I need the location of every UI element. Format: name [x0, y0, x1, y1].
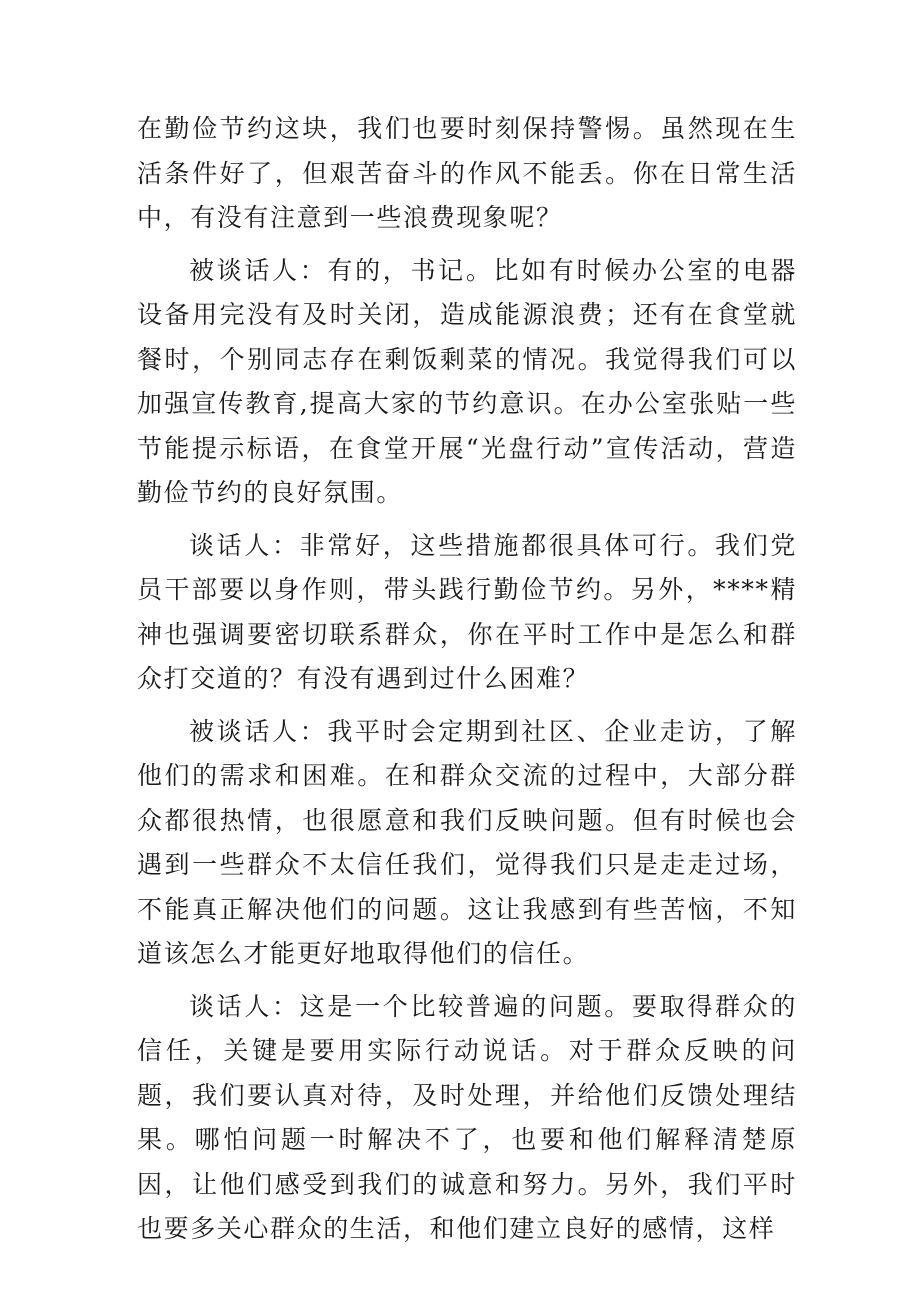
- paragraph-interviewer-response-3: 谈话人：这是一个比较普遍的问题。要取得群众的信任，关键是要用实际行动说话。对于群众反映的问题，我们要认真对待，及时处理，并给他们反馈处理结果。哪怕问题一时解决不了，也要和他们解释清楚原因，让他们感受到我们的诚意和努力。另外，我们平时也要多关心群众的生活，和他们建立良好的感情，这样: [137, 991, 797, 1243]
- paragraph-interviewee-reply-2: 被谈话人：我平时会定期到社区、企业走访，了解他们的需求和困难。在和群众交流的过程中，大部分群众都很热情，也很愿意和我们反映问题。但有时候也会遇到一些群众不太信任我们，觉得我们只是走走过场，不能真正解决他们的问题。这让我感到有些苦恼，不知道该怎么才能更好地取得他们的信任。: [137, 716, 797, 968]
- paragraph-interviewer-question-2: 谈话人：非常好，这些措施都很具体可行。我们党员干部要以身作则，带头践行勤俭节约。另外，****精神也强调要密切联系群众，你在平时工作中是怎么和群众打交道的？有没有遇到过什么困难？: [137, 530, 797, 693]
- paragraph-continuation: 在勤俭节约这块，我们也要时刻保持警惕。虽然现在生活条件好了，但艰苦奋斗的作风不能丢。你在日常生活中，有没有注意到一些浪费现象呢？: [137, 114, 797, 232]
- document-body: [137, 107, 797, 1260]
- paragraph-interviewee-reply-1: 被谈话人：有的，书记。比如有时候办公室的电器设备用完没有及时关闭，造成能源浪费；还有在食堂就餐时，个别同志存在剩饭剩菜的情况。我觉得我们可以加强宣传教育,提高大家的节约意识。在办公室张贴一些节能提示标语，在食堂开展“光盘行动”宣传活动，营造勤俭节约的良好氛围。: [137, 255, 797, 507]
